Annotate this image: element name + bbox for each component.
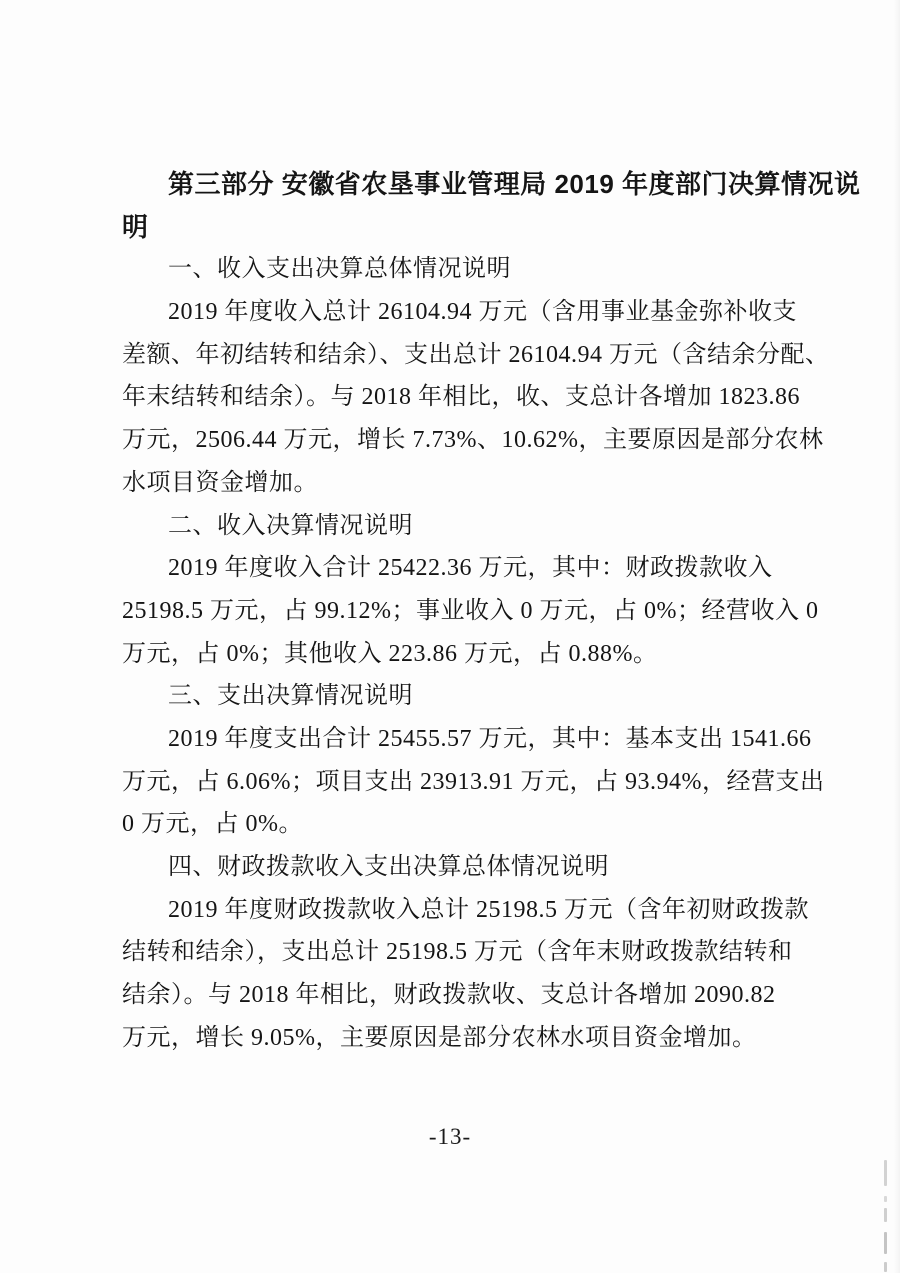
body-line: 2019 年度收入总计 26104.94 万元（含用事业基金弥补收支	[168, 299, 797, 326]
body-line: 差额、年初结转和结余）、支出总计 26104.94 万元（含结余分配、	[122, 341, 830, 368]
page-number: -13-	[428, 1124, 472, 1149]
scan-artifact	[884, 1232, 887, 1254]
body-line: 万元，占 0%；其他收入 223.86 万元，占 0.88%。	[122, 640, 658, 667]
body-line: 结余）。与 2018 年相比，财政拨款收、支总计各增加 2090.82	[122, 982, 776, 1009]
section-heading: 一、收入支出决算总体情况说明	[168, 256, 511, 283]
section-heading: 二、收入决算情况说明	[168, 512, 413, 539]
document-body	[122, 163, 861, 1059]
scan-artifact	[884, 1196, 887, 1202]
body-line: 2019 年度支出合计 25455.57 万元，其中：基本支出 1541.66	[168, 725, 812, 752]
body-line: 万元，占 6.06%；项目支出 23913.91 万元，占 93.94%，经营支出	[122, 768, 825, 795]
scan-artifact	[884, 1160, 887, 1186]
body-line: 25198.5 万元，占 99.12%；事业收入 0 万元，占 0%；经营收入 0	[122, 597, 819, 624]
body-line: 万元，2506.44 万元，增长 7.73%、10.62%，主要原因是部分农林	[122, 427, 824, 454]
body-line: 万元，增长 9.05%，主要原因是部分农林水项目资金增加。	[122, 1024, 757, 1051]
body-line: 0 万元，占 0%。	[122, 811, 303, 838]
section-heading: 三、支出决算情况说明	[168, 683, 413, 710]
document-title-line: 明	[122, 211, 149, 242]
body-line: 2019 年度财政拨款收入总计 25198.5 万元（含年初财政拨款	[168, 896, 809, 923]
document-title-line: 第三部分 安徽省农垦事业管理局 2019 年度部门决算情况说	[168, 169, 861, 199]
scan-artifact	[884, 1208, 887, 1222]
body-line: 2019 年度收入合计 25422.36 万元，其中：财政拨款收入	[168, 555, 773, 582]
body-line: 结转和结余），支出总计 25198.5 万元（含年末财政拨款结转和	[122, 939, 793, 966]
section-heading: 四、财政拨款收入支出决算总体情况说明	[168, 854, 609, 880]
body-line: 年末结转和结余）。与 2018 年相比，收、支总计各增加 1823.86	[122, 384, 800, 411]
body-line: 水项目资金增加。	[122, 469, 318, 496]
scan-artifact	[884, 1262, 887, 1272]
